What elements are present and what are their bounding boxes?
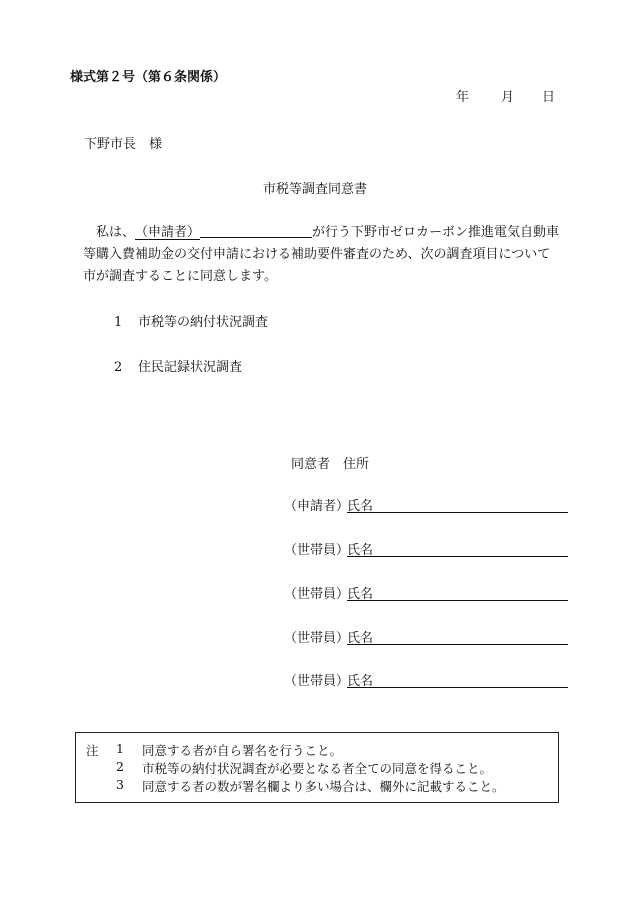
statement-suffix: が行う下野市ゼロカーボン推進電気自動車等購入費補助金の交付申請における補助要件審査のため、次の調査項目について市が調査することに同意します。: [83, 225, 560, 284]
signatory-role: （世帯員）: [284, 587, 350, 602]
notes-lead: 注: [86, 743, 99, 758]
note-text: 市税等の納付状況調査が必要となる者全ての同意を得ること。: [142, 761, 493, 776]
signature-row[interactable]: [284, 670, 568, 688]
survey-item-label: 住民記録状況調査: [138, 360, 243, 375]
statement-prefix: 私は、: [96, 225, 136, 240]
date-year-label: 年: [456, 90, 470, 105]
signatory-name-label: 氏名: [347, 543, 374, 558]
signature-row[interactable]: [284, 539, 568, 557]
signature-row[interactable]: [284, 495, 568, 513]
survey-item-number: 2: [114, 360, 123, 375]
consent-statement: [83, 222, 563, 288]
note-text: 同意する者が自ら署名を行うこと。: [142, 743, 343, 758]
survey-item-number: 1: [114, 315, 123, 330]
addressee: 下野市長 様: [84, 137, 163, 152]
consenter-address-label: 同意者 住所: [291, 457, 370, 472]
signature-line: [347, 512, 568, 513]
signatory-name-label: 氏名: [347, 674, 374, 689]
signatory-role: （世帯員）: [284, 674, 350, 689]
survey-item: [114, 311, 268, 330]
signatory-name-label: 氏名: [347, 631, 374, 646]
survey-item: [114, 356, 242, 375]
signature-row[interactable]: [284, 583, 568, 601]
signature-line: [347, 556, 568, 557]
date-day-label: 日: [542, 90, 556, 105]
applicant-blank-line: [200, 223, 312, 238]
document-title: 市税等調査同意書: [262, 182, 367, 197]
note-text: 同意する者の数が署名欄より多い場合は、欄外に記載すること。: [142, 779, 505, 794]
note-number: 1: [116, 741, 124, 756]
signature-line: [347, 687, 568, 688]
signature-line: [347, 600, 568, 601]
notes-box: [75, 732, 559, 803]
form-number: 様式第２号（第６条関係）: [70, 70, 227, 85]
applicant-blank[interactable]: [135, 222, 312, 244]
date-month-label: 月: [501, 90, 515, 105]
note-number: 3: [116, 777, 124, 792]
signatory-name-label: 氏名: [347, 499, 374, 514]
signatory-role: （申請者）: [284, 499, 350, 514]
signature-row[interactable]: [284, 627, 568, 645]
signatory-name-label: 氏名: [347, 587, 374, 602]
signatory-role: （世帯員）: [284, 631, 350, 646]
applicant-label: （申請者）: [135, 225, 201, 240]
note-number: 2: [116, 759, 124, 774]
signatory-role: （世帯員）: [284, 543, 350, 558]
signature-line: [347, 644, 568, 645]
survey-item-label: 市税等の納付状況調査: [138, 315, 269, 330]
